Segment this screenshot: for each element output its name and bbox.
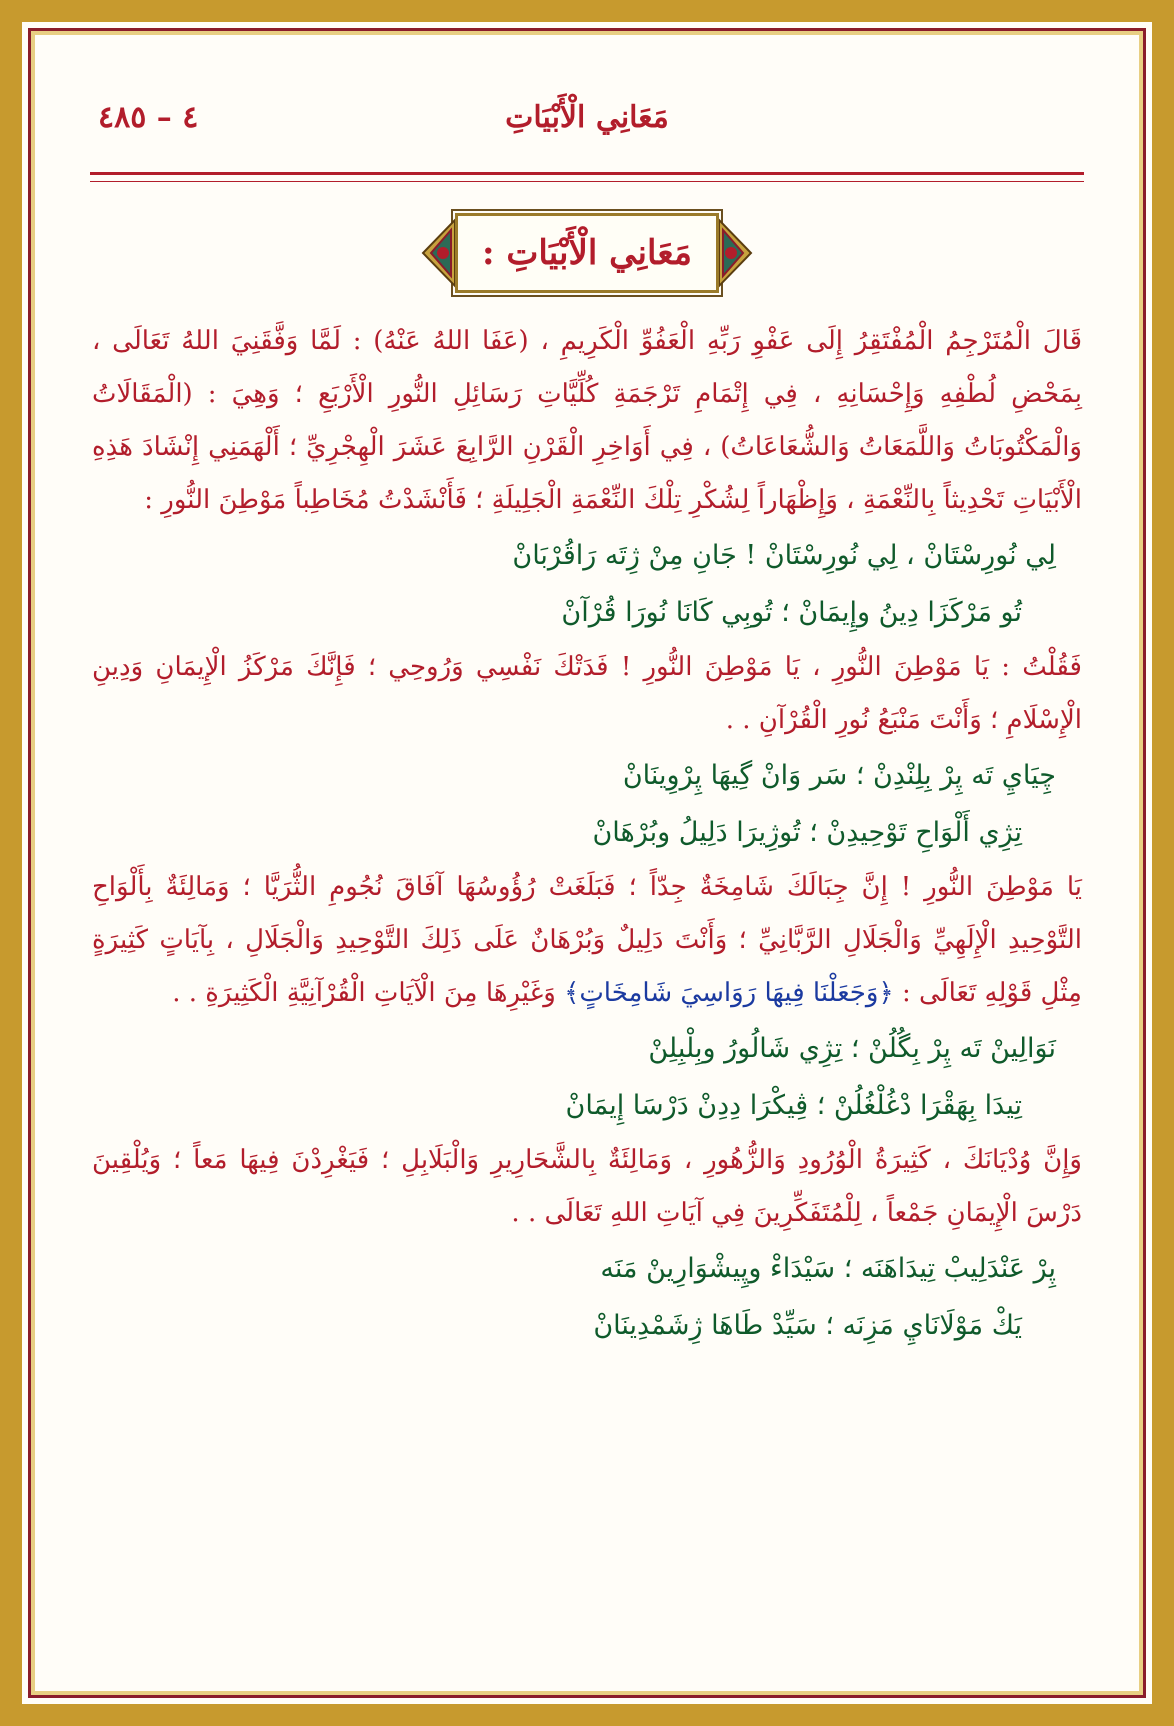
stanza-2	[92, 747, 1082, 861]
header-title: مَعَانِي الْأَبْيَاتِ	[505, 100, 669, 135]
page-reference: ٤ – ٤٨٥	[98, 100, 199, 135]
quran-quote: ﴿وَجَعَلْنَا فِيهَا رَوَاسِيَ شَامِخَاتٍ﴾	[564, 978, 894, 1008]
verse-line: پِرْ عَنْدَلِيبْ تِيدَاهَنَه ؛ سَيْدَاءْ وپِيشْوَارِينْ مَنَه	[600, 1253, 1056, 1284]
section-title: مَعَانِي الْأَبْيَاتِ :	[455, 213, 719, 293]
verse-line: تُو مَرْكَزَا دِينُ وإِيمَانْ ؛ تُوبِي كَانَا نُورَا قُرْآنْ	[561, 597, 1022, 628]
verse-line: چِيَايِ تَه پِرْ بِلِنْدِنْ ؛ سَر وَانْ گِيهَا پِرْوِينَانْ	[622, 760, 1056, 791]
verse-line: تِژِي أَلْوَاحِ تَوْحِيدِنْ ؛ تُوژِيرَا دَلِيلُ وبُرْهَانْ	[592, 817, 1022, 848]
paragraph-3	[92, 861, 1082, 1020]
body-text	[92, 315, 1082, 1354]
section-heading	[70, 208, 1104, 298]
paragraph-3-text: يَا مَوْطِنَ النُّورِ ! إِنَّ جِبَالَكَ شَامِخَةٌ جِدّاً ؛ فَبَلَغَتْ رُؤُوسُهَا آفَاقَ نُجُومِ الثُّرَيَّا ؛ وَمَالِئَةٌ بِأَلْوَاحِ التَّوْحِيدِ الْإِلَهِيِّ وَالْجَلَالِ الرَّبَّانِيِّ ؛ وَأَنْتَ دَلِيلٌ وَبُرْهَانٌ عَلَى ذَلِكَ التَّوْحِيدِ وَالْجَلَالِ ، بِآيَاتٍ كَثِيرَةٍ مِثْلِ قَوْلِهِ تَعَالَى :	[92, 872, 1082, 1008]
paragraph-2: فَقُلْتُ : يَا مَوْطِنَ النُّورِ ، يَا مَوْطِنَ النُّورِ ! فَدَتْكَ نَفْسِي وَرُوحِي ؛ فَإِنَّكَ مَرْكَزُ الْإِيمَانِ وَدِينِ الْإِسْلَامِ ؛ وَأَنْتَ مَنْبَعُ نُورِ الْقُرْآنِ . .	[92, 652, 1082, 735]
left-ornament-icon	[417, 216, 455, 290]
page-content	[70, 80, 1104, 1664]
running-header	[70, 80, 1104, 150]
verse-line: يَكْ مَوْلَانَايِ مَزِنَه ؛ سَيِّدْ طَاهَا ژِشَمْدِينَانْ	[593, 1310, 1022, 1341]
paragraph-3-tail: وَغَيْرِهَا مِنَ الْآيَاتِ الْقُرْآنِيَّةِ الْكَثِيرَةِ . .	[172, 978, 556, 1008]
paragraph-4: وَإِنَّ وُدْيَانَكَ ، كَثِيرَةُ الْوُرُودِ وَالزُّهُورِ ، وَمَالِئَةٌ بِالشَّحَارِيرِ وَالْبَلَابِلِ ؛ فَيَغْرِدْنَ فِيهَا مَعاً ؛ وَيُلْقِينَ دَرْسَ الْإِيمَانِ جَمْعاً ، لِلْمُتَفَكِّرِينَ فِي آيَاتِ اللهِ تَعَالَى . .	[92, 1145, 1082, 1228]
right-ornament-icon	[719, 216, 757, 290]
stanza-4	[92, 1240, 1082, 1354]
header-rule	[90, 172, 1084, 182]
paragraph-intro: قَالَ الْمُتَرْجِمُ الْمُفْتَقِرُ إِلَى عَفْوِ رَبِّهِ الْعَفُوِّ الْكَرِيمِ ، (عَفَا اللهُ عَنْهُ) : لَمَّا وَفَّقَنِيَ اللهُ تَعَالَى ، بِمَحْضِ لُطْفِهِ وَإِحْسَانِهِ ، فِي إِتْمَامِ تَرْجَمَةِ كُلِّيَّاتِ رَسَائِلِ النُّورِ الْأَرْبَعِ ؛ وَهِيَ : (الْمَقَالَاتُ وَالْمَكْتُوبَاتُ وَاللَّمَعَاتُ وَالشُّعَاعَاتُ) ، فِي أَوَاخِرِ الْقَرْنِ الرَّابِعَ عَشَرَ الْهِجْرِيِّ ؛ أَلْهَمَنِي إِنْشَادَ هَذِهِ الْأَبْيَاتِ تَحْدِيثاً بِالنِّعْمَةِ ، وَإِظْهَاراً لِشُكْرِ تِلْكَ النِّعْمَةِ الْجَلِيلَةِ ؛ فَأَنْشَدْتُ مُخَاطِباً مَوْطِنَ النُّورِ :	[92, 326, 1082, 515]
verse-line: نَوَالِينْ تَه پِرْ بِگُلُنْ ؛ تِژِي شَالُورُ وبِلْبِلِنْ	[648, 1033, 1056, 1064]
stanza-3	[92, 1020, 1082, 1134]
verse-line: تِيدَا بِهَقْرَا دْغُلْغُلُنْ ؛ ڤِيكْرَا دِدِنْ دَرْسَا إِيمَانْ	[565, 1090, 1022, 1121]
verse-line: لِي نُورِسْتَانْ ، لِي نُورِسْتَانْ ! جَانِ مِنْ ژِتَه رَاقُرْبَانْ	[512, 540, 1056, 571]
stanza-1	[92, 527, 1082, 641]
